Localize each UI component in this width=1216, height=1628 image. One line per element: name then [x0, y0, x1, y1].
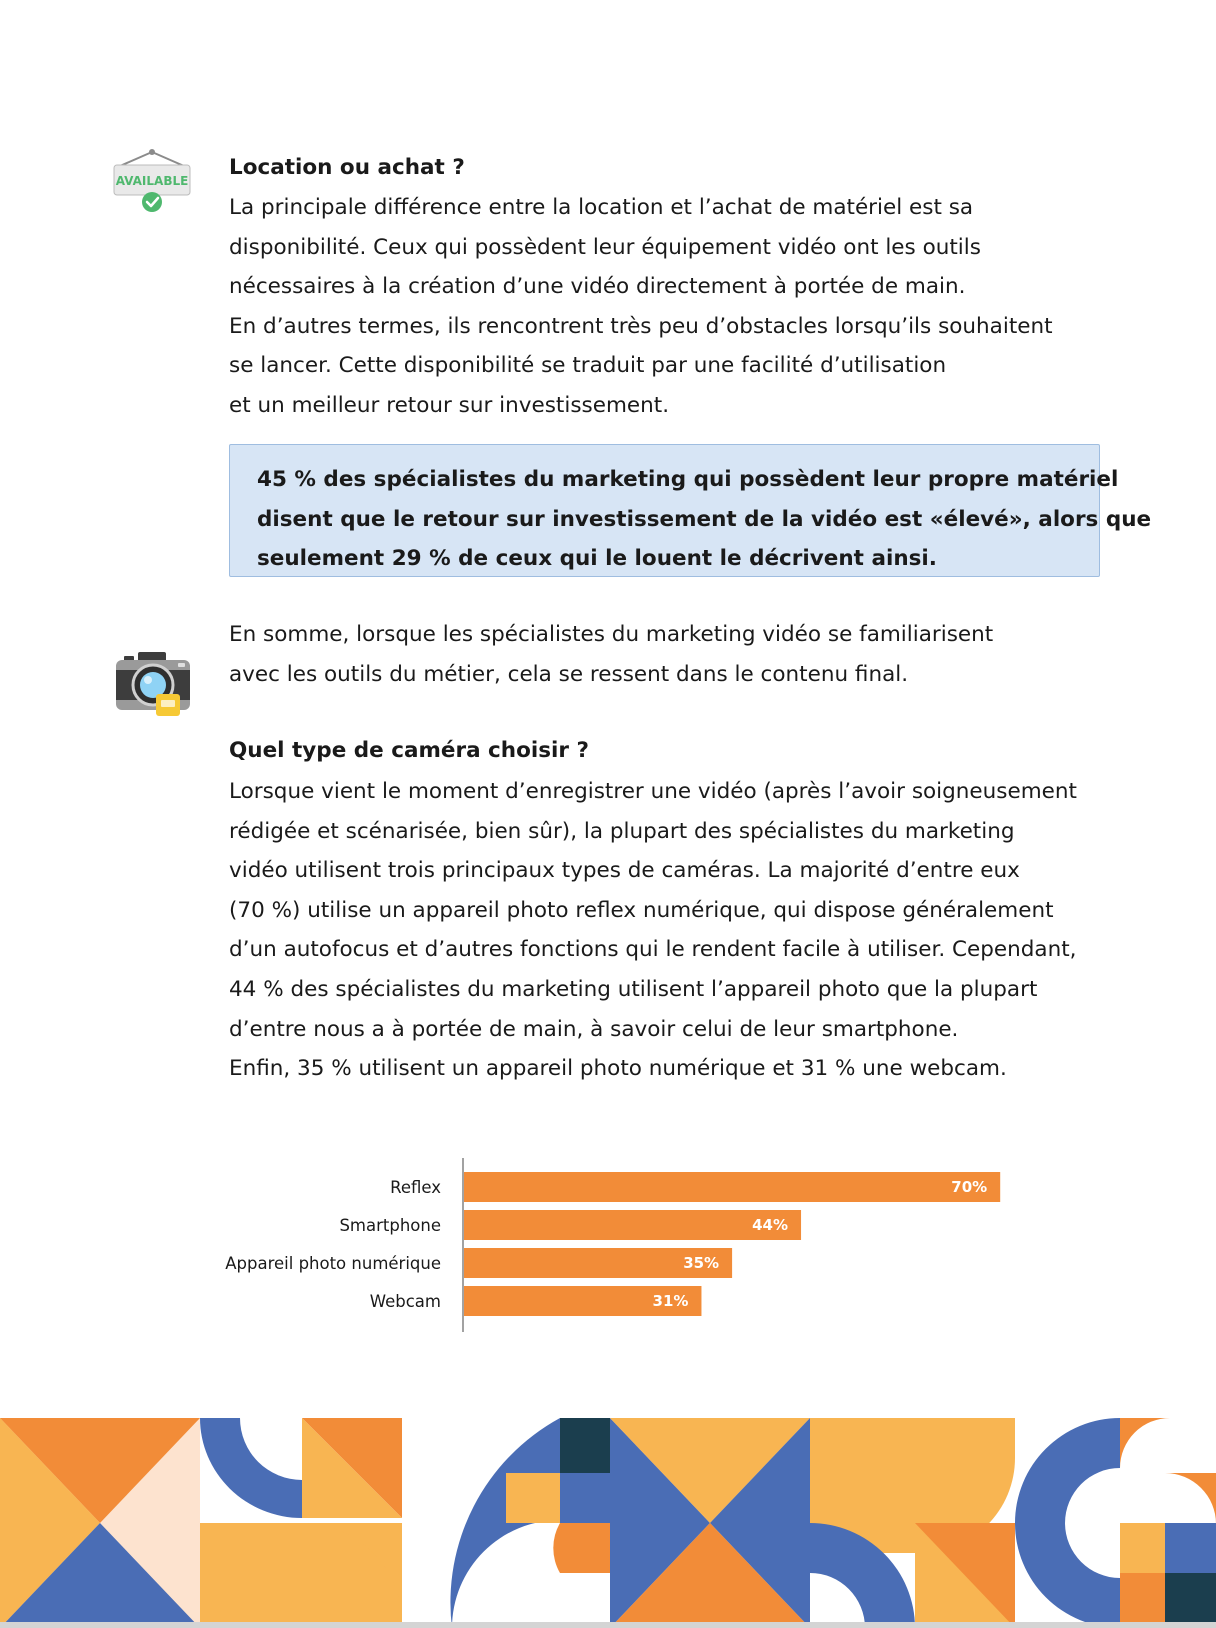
category-label: Webcam: [369, 1292, 441, 1311]
category-label: Appareil photo numérique: [225, 1254, 441, 1273]
statistic-callout: [229, 444, 1152, 577]
paragraph-summary: [229, 615, 1109, 694]
bar-1: [464, 1210, 801, 1240]
callout-line: disent que le retour sur investissement de la vidéo est «élevé», alors que: [257, 506, 1152, 532]
camera-icon: [116, 648, 192, 720]
bar-0: [464, 1172, 1000, 1202]
paragraph-line: La principale différence entre la location et l’achat de matériel est sa: [229, 195, 974, 220]
paragraph-line: 44 % des spécialistes du marketing utilisent l’appareil photo que la plupart: [229, 976, 1038, 1002]
paragraph-line: rédigée et scénarisée, bien sûr), la plupart des spécialistes du marketing: [229, 818, 1015, 844]
paragraph-line: se lancer. Cette disponibilité se traduit par une facilité d’utilisation: [229, 353, 947, 379]
paragraph-line: vidéo utilisent trois principaux types de caméras. La majorité d’entre eux: [229, 858, 1020, 884]
available-sign-icon: [112, 148, 192, 214]
value-label: 31%: [652, 1292, 689, 1310]
paragraph-line: nécessaires à la création d’une vidéo directement à portée de main.: [229, 274, 966, 300]
sign-text: AVAILABLE: [115, 174, 189, 188]
paragraph-camera-type: [229, 772, 1109, 1089]
callout-line: seulement 29 % de ceux qui le louent le décrivent ainsi.: [257, 546, 937, 571]
paragraph-line: Lorsque vient le moment d’enregistrer une vidéo (après l’avoir soigneusement: [229, 779, 1077, 804]
paragraph-line: et un meilleur retour sur investissement.: [229, 392, 670, 418]
category-label: Smartphone: [339, 1216, 441, 1235]
value-label: 35%: [683, 1254, 720, 1272]
paragraph-line: Enfin, 35 % utilisent un appareil photo numérique et 31 % une webcam.: [229, 1056, 1007, 1082]
geometric-footer-pattern: [0, 1418, 1216, 1628]
paragraph-line: En somme, lorsque les spécialistes du marketing vidéo se familiarisent: [229, 622, 994, 647]
callout-line: 45 % des spécialistes du marketing qui possèdent leur propre matériel: [257, 467, 1119, 492]
paragraph-location: [229, 188, 1109, 426]
value-label: 70%: [951, 1178, 988, 1196]
section-heading-location: Location ou achat ?: [229, 155, 465, 180]
paragraph-line: En d’autres termes, ils rencontrent très peu d’obstacles lorsqu’ils souhaitent: [229, 313, 1053, 339]
paragraph-line: d’entre nous a à portée de main, à savoir celui de leur smartphone.: [229, 1016, 959, 1042]
paragraph-line: disponibilité. Ceux qui possèdent leur équipement vidéo ont les outils: [229, 234, 981, 260]
paragraph-line: (70 %) utilise un appareil photo reflex numérique, qui dispose généralement: [229, 897, 1054, 923]
category-label: Reflex: [390, 1178, 441, 1197]
value-label: 44%: [752, 1216, 789, 1234]
paragraph-line: avec les outils du métier, cela se ressent dans le contenu final.: [229, 661, 909, 687]
paragraph-line: d’un autofocus et d’autres fonctions qui le rendent facile à utiliser. Cependant,: [229, 937, 1077, 963]
camera-usage-bar-chart: [0, 1150, 1216, 1340]
section-heading-camera-type: Quel type de caméra choisir ?: [229, 738, 589, 763]
